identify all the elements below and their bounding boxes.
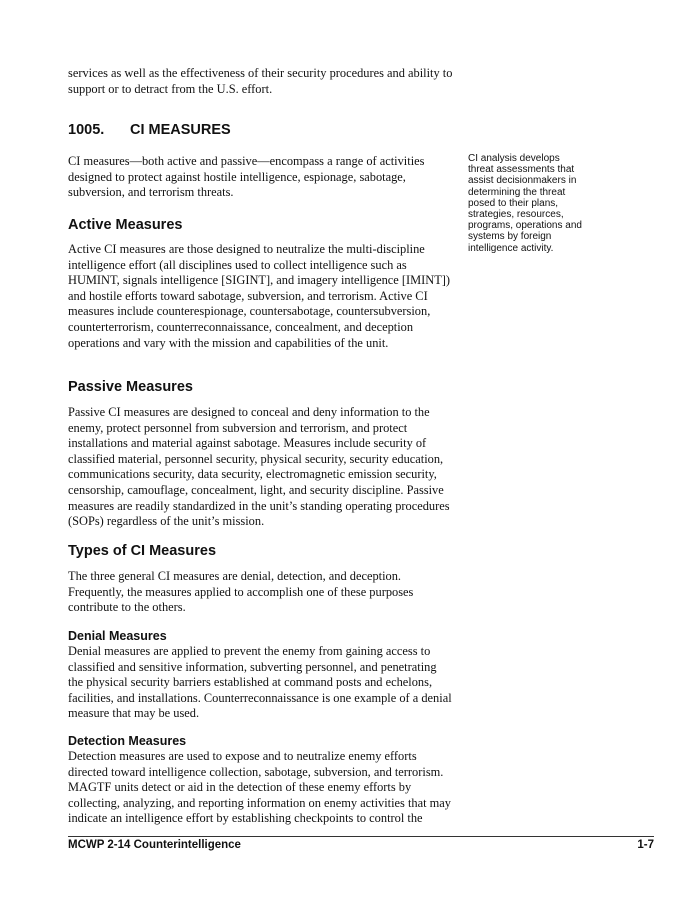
- passive-measures-paragraph: Passive CI measures are designed to conceal and deny information to the enemy, protect personnel from subversion and terrorism, and protect installations and material against sabotage. Measures include security of classified material, personnel security, physical security, security education, communications security, data security, electromagnetic emission security, censorship, camouflage, concealment, light, and security discipline. Passive measures are readily standardized in the unit’s standing operating procedures (SOPs) regardless of the unit’s mission.: [68, 405, 450, 529]
- passive-measures-heading: Passive Measures: [68, 379, 193, 395]
- detection-measures-paragraph: Detection measures are used to expose and to neutralize enemy efforts directed toward intelligence collection, sabotage, subversion, and terrorism. MAGTF units detect or aid in the detection of these enemy efforts by collecting, analyzing, and reporting information on enemy activities that may indicate an intelligence effort by establishing checkpoints to control the: [68, 749, 451, 826]
- active-measures-heading: Active Measures: [68, 217, 183, 233]
- page-number: 1-7: [637, 839, 654, 851]
- types-paragraph: The three general CI measures are denial, detection, and deception. Frequently, the measures applied to accomplish one of these purposes contribute to the others.: [68, 569, 414, 615]
- footer-rule: [68, 836, 654, 837]
- denial-measures-paragraph: Denial measures are applied to prevent the enemy from gaining access to classified and sensitive information, subverting personnel, and penetrating the physical security barriers established at command posts and echelons, facilities, and installations. Counterreconnaissance is one example of a denial measure that may be used.: [68, 644, 452, 721]
- margin-note: CI analysis develops threat assessments that assist decisionmakers in determining the threat posed to their plans, strategies, resources, programs, operations and systems by foreign intelligence activity.: [468, 153, 582, 254]
- intro-paragraph: services as well as the effectiveness of their security procedures and ability to support or to detract from the U.S. effort.: [68, 66, 453, 96]
- section-title: CI MEASURES: [130, 122, 231, 138]
- denial-measures-heading: Denial Measures: [68, 629, 167, 643]
- section-number: 1005.: [68, 122, 105, 138]
- footer-title: MCWP 2-14 Counterintelligence: [68, 839, 241, 851]
- detection-measures-heading: Detection Measures: [68, 734, 187, 748]
- active-measures-paragraph: Active CI measures are those designed to neutralize the multi-discipline intelligence effort (all disciplines used to collect intelligence such as HUMINT, signals intelligence [SIGINT], and imagery intelligence [IMINT]) and hostile efforts toward sabotage, subversion, and terrorism. Active CI measures include counterespionage, countersabotage, countersubversion, counterterrorism, counterreconnaissance, concealment, and deception operations and vary with the mission and capabilities of the unit.: [68, 242, 451, 350]
- types-heading: Types of CI Measures: [68, 543, 217, 559]
- section-heading: [68, 122, 231, 138]
- section-intro-paragraph: CI measures—both active and passive—encompass a range of activities designed to protect against hostile intelligence, espionage, sabotage, subversion, and terrorism threats.: [68, 154, 425, 200]
